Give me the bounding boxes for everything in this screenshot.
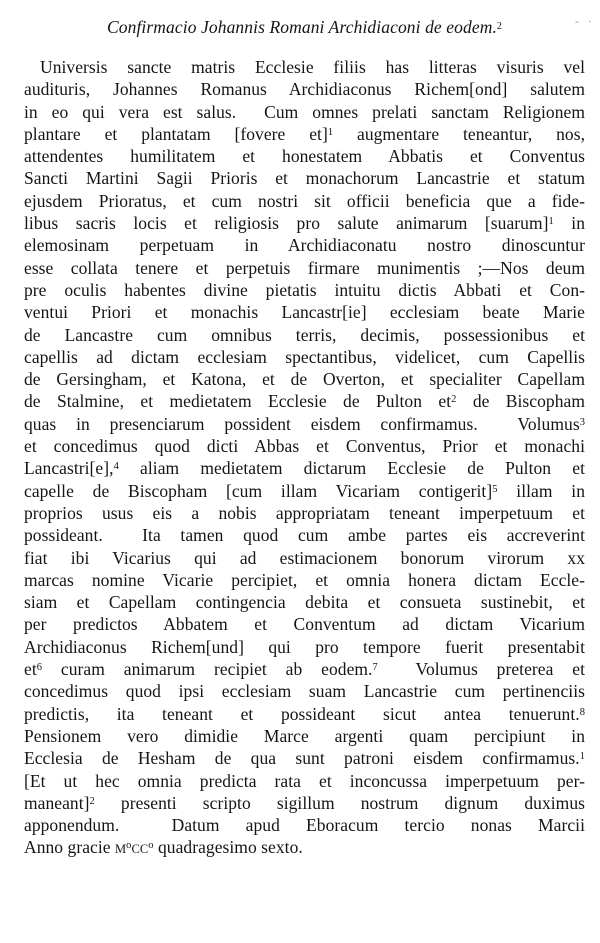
text-line: concedimus quod ipsi ecclesiam suam Lancastrie cum pertinenciis xyxy=(24,681,585,702)
text-line: capelle de Biscopham [cum illam Vicariam contigerit]$^5$ illam in xyxy=(24,480,586,501)
text-line: Sancti Martini Sagii Prioris et monachorum Lancastrie et statum xyxy=(24,168,585,189)
margin-marks: - · xyxy=(575,14,595,28)
text-line: Archidiaconus Richem[und] qui pro tempore fuerit presentabit xyxy=(24,636,585,657)
text-line: [Et ut hec omnia predicta rata et inconcussa imperpetuum per- xyxy=(24,770,585,791)
text-line: Anno gracie $M^oCC^o$ quadragesimo sexto. xyxy=(24,837,303,858)
text-line: audituris, Johannes Romanus Archidiaconus Richem[ond] salutem xyxy=(24,79,585,100)
text-line: Pensionem vero dimidie Marce argenti quam percipiunt in xyxy=(24,725,585,746)
text-line: et concedimus quod dicti Abbas et Conventus, Prior et monachi xyxy=(24,436,585,457)
text-line: per predictos Abbatem et Conventum ad dictam Vicarium xyxy=(24,614,585,635)
text-line: ventui Priori et monachis Lancastr[ie] ecclesiam beate Marie xyxy=(24,302,585,323)
text-line: plantare et plantatam [fovere et]$^1$ augmentare teneantur, nos, xyxy=(24,123,586,144)
text-line: de Lancastre cum omnibus terris, decimis, possessionibus et xyxy=(24,324,585,345)
text-line: siam et Capellam contingencia debita et consueta sustinebit, et xyxy=(24,592,585,613)
text-line: quas in presenciarum possident eisdem confirmamus. Volumus$^3$ xyxy=(24,413,585,434)
text-line: in eo qui vera est salus. Cum omnes prelati sanctam Religionem xyxy=(24,101,585,122)
text-line: capellis ad dictam ecclesiam spectantibus, videlicet, cum Capellis xyxy=(24,346,585,367)
text-line: esse collata tenere et perpetuis firmare munimentis ;—Nos deum xyxy=(24,257,585,278)
text-line: maneant]$^2$ presenti scripto sigillum nostrum dignum duximus xyxy=(24,792,585,813)
heading-title: Confirmacio Johannis Romani Archidiaconi de eodem. xyxy=(106,17,497,37)
text-line: elemosinam perpetuam in Archidiaconatu nostro dinoscuntur xyxy=(24,235,585,256)
text-line: ejusdem Prioratus, et cum nostri sit officii beneficia que a fide- xyxy=(24,190,585,211)
document-page xyxy=(24,0,595,943)
text-line: Lancastri[e],$^4$ aliam medietatem dictarum Ecclesie de Pulton et xyxy=(24,458,585,479)
text-line: fiat ibi Vicarius qui ad estimacionem bonorum virorum xx xyxy=(24,547,585,568)
heading-footnote-marker: 2 xyxy=(496,21,503,32)
text-line: attendentes humilitatem et honestatem Abbatis et Conventus xyxy=(24,146,585,167)
text-line: libus sacris locis et religiosis pro salute animarum [suarum]$^1$ in xyxy=(24,213,586,234)
charter-text xyxy=(24,56,585,859)
text-line: proprios usus eis a nobis appropriatam teneant imperpetuum et xyxy=(24,502,585,523)
text-line: de Stalmine, et medietatem Ecclesie de Pulton $et^2$ de Biscopham xyxy=(24,391,585,412)
text-line: possideant. Ita tamen quod cum ambe partes eis accreverint xyxy=(24,525,585,546)
text-line: Universis sancte matris Ecclesie filiis has litteras visuris vel xyxy=(40,57,585,77)
text-line: $et^6$ curam animarum recipiet ab eodem.$^7$ Volumus preterea et xyxy=(24,659,585,680)
text-line: de Gersingham, et Katona, et de Overton, et specialiter Capellam xyxy=(24,369,585,390)
text-line: predictis, ita teneant et possideant sicut antea tenuerunt.$^8$ xyxy=(24,703,585,724)
text-line: pre oculis habentes divine pietatis intuitu dictis Abbati et Con- xyxy=(24,279,585,300)
charter-heading xyxy=(24,16,585,38)
text-line: Ecclesia de Hesham de qua sunt patroni eisdem confirmamus.$^1$ xyxy=(24,748,585,769)
text-line: marcas nomine Vicarie percipiet, et omnia honera dictam Eccle- xyxy=(24,569,585,590)
text-line: apponendum. Datum apud Eboracum tercio nonas Marcii xyxy=(24,815,585,836)
